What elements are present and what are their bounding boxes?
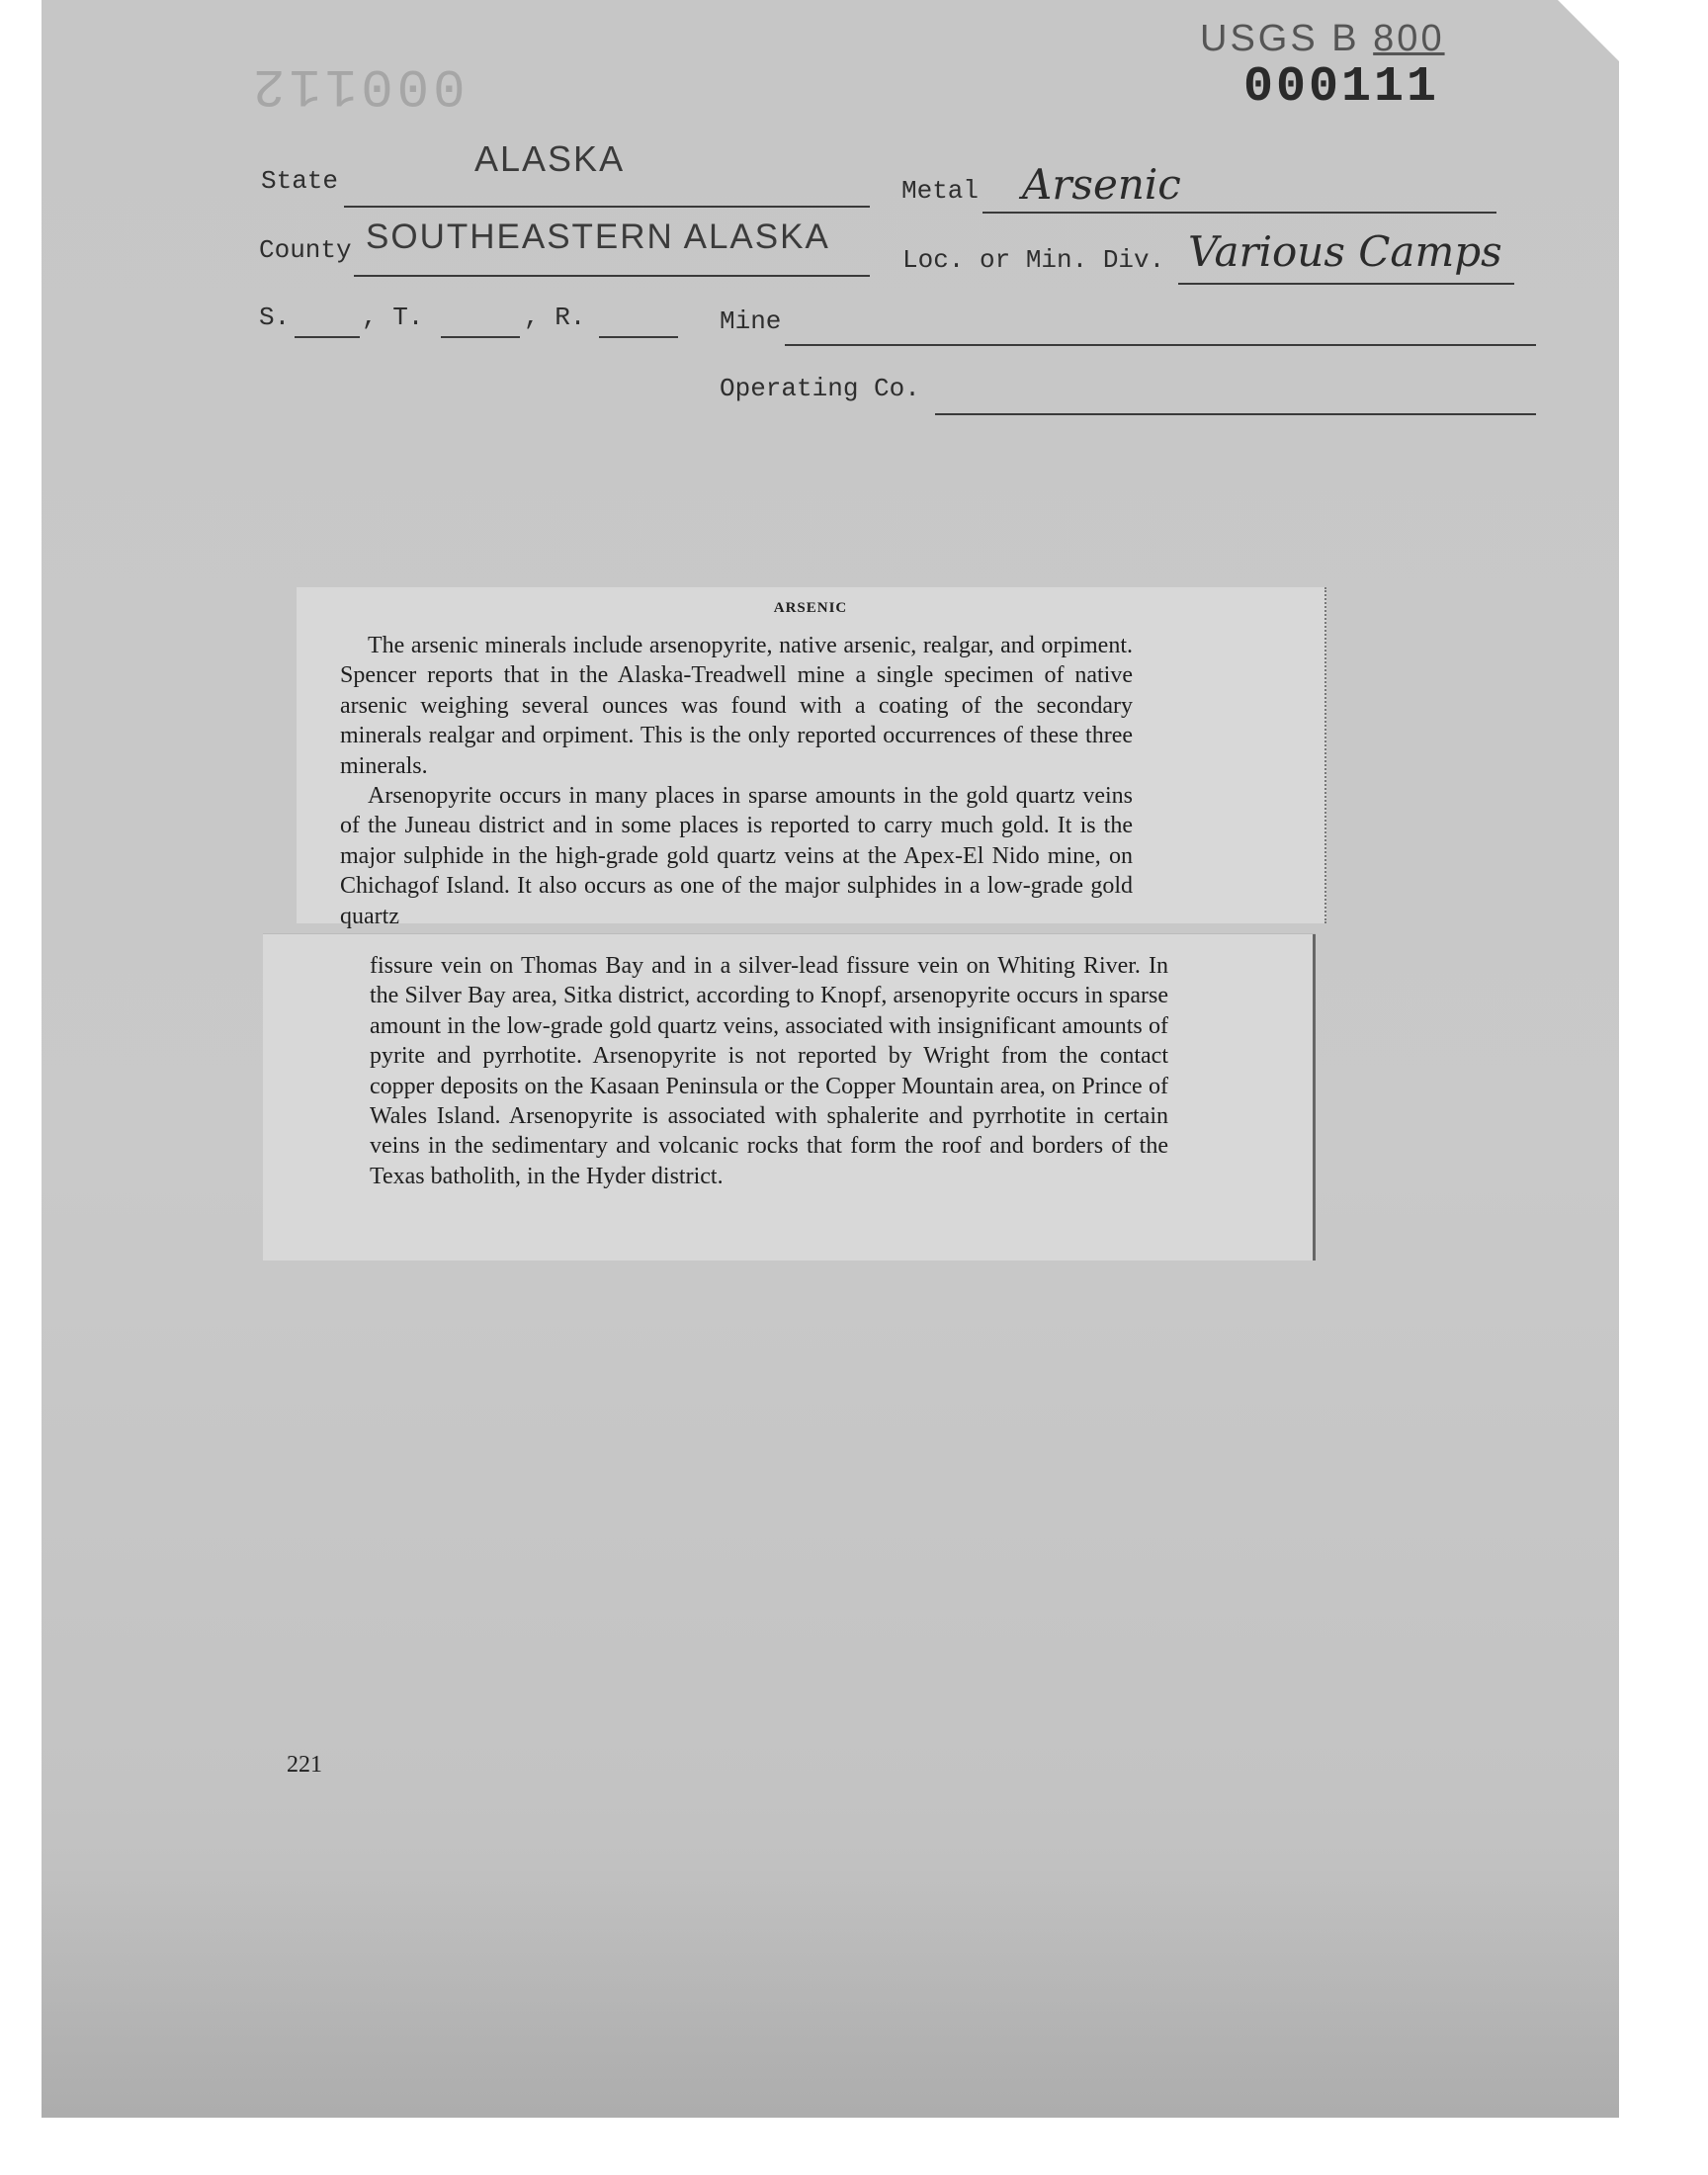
clipping-title: ARSENIC [773, 600, 848, 616]
paragraph-2: Arsenopyrite occurs in many places in sparse amounts in the gold quartz veins of the Juneau district and in some places is reported to carry much gold. It is the major sulphide in the high-grade gold quartz veins at the Apex-El Nido mine, on Chichagof Island. It also occurs as one of the major sulphides in a low-grade gold quartz [340, 783, 1133, 929]
folded-corner [1558, 0, 1619, 61]
clipping-top [297, 587, 1326, 929]
section-line [295, 336, 360, 338]
loc-value: Various Camps [1188, 227, 1502, 276]
metal-line [982, 212, 1496, 214]
page-number: 221 [287, 1752, 322, 1778]
operating-co-label: Operating Co. [720, 374, 920, 403]
paragraph-1: The arsenic minerals include arsenopyrite, native arsenic, realgar, and orpiment. Spencer reports that in the Alaska-Treadwell mine a single specimen of native arsenic weighing several ounces was found with a coating of the secondary minerals realgar and orpiment. This is the only reported occurrences of these three minerals. [340, 633, 1133, 779]
metal-label: Metal [901, 176, 980, 206]
county-value: SOUTHEASTERN ALASKA [366, 218, 830, 256]
usgs-label: USGS B [1200, 18, 1360, 59]
operating-co-line [935, 413, 1536, 415]
range-line [599, 336, 678, 338]
usgs-bulletin-label [1200, 18, 1445, 60]
metal-value: Arsenic [1022, 160, 1181, 209]
document-sheet [42, 0, 1619, 2118]
mine-line [785, 344, 1536, 346]
loc-line [1178, 283, 1514, 285]
clipping-bottom [263, 934, 1316, 1261]
county-label: County [259, 235, 352, 265]
section-label: S. [259, 303, 291, 332]
mine-label: Mine [720, 306, 782, 336]
range-label: , R. [524, 303, 586, 332]
serial-number: 000111 [1243, 59, 1440, 116]
state-label: State [261, 166, 339, 196]
township-label: , T. [362, 303, 424, 332]
township-line [441, 336, 520, 338]
loc-label: Loc. or Min. Div. [902, 245, 1165, 275]
bleed-through-number: 000112 [249, 54, 466, 115]
state-value: ALASKA [474, 138, 626, 179]
county-line [354, 275, 870, 277]
state-line [344, 206, 870, 208]
usgs-number: 800 [1373, 18, 1445, 59]
paper-shadow [42, 1869, 1619, 2118]
paragraph-3: fissure vein on Thomas Bay and in a silver-lead fissure vein on Whiting River. In the Silver Bay area, Sitka district, according to Knopf, arsenopyrite occurs in sparse amount in the low-grade gold quartz veins, associated with insignificant amounts of pyrite and pyrrhotite. Arsenopyrite is not reported by Wright from the contact copper deposits on the Kasaan Peninsula or the Copper Mountain area, on Prince of Wales Island. Arsenopyrite is associated with sphalerite and pyrrhotite in certain veins in the sedimentary and volcanic rocks that form the roof and borders of the Texas batholith, in the Hyder district. [370, 953, 1168, 1189]
